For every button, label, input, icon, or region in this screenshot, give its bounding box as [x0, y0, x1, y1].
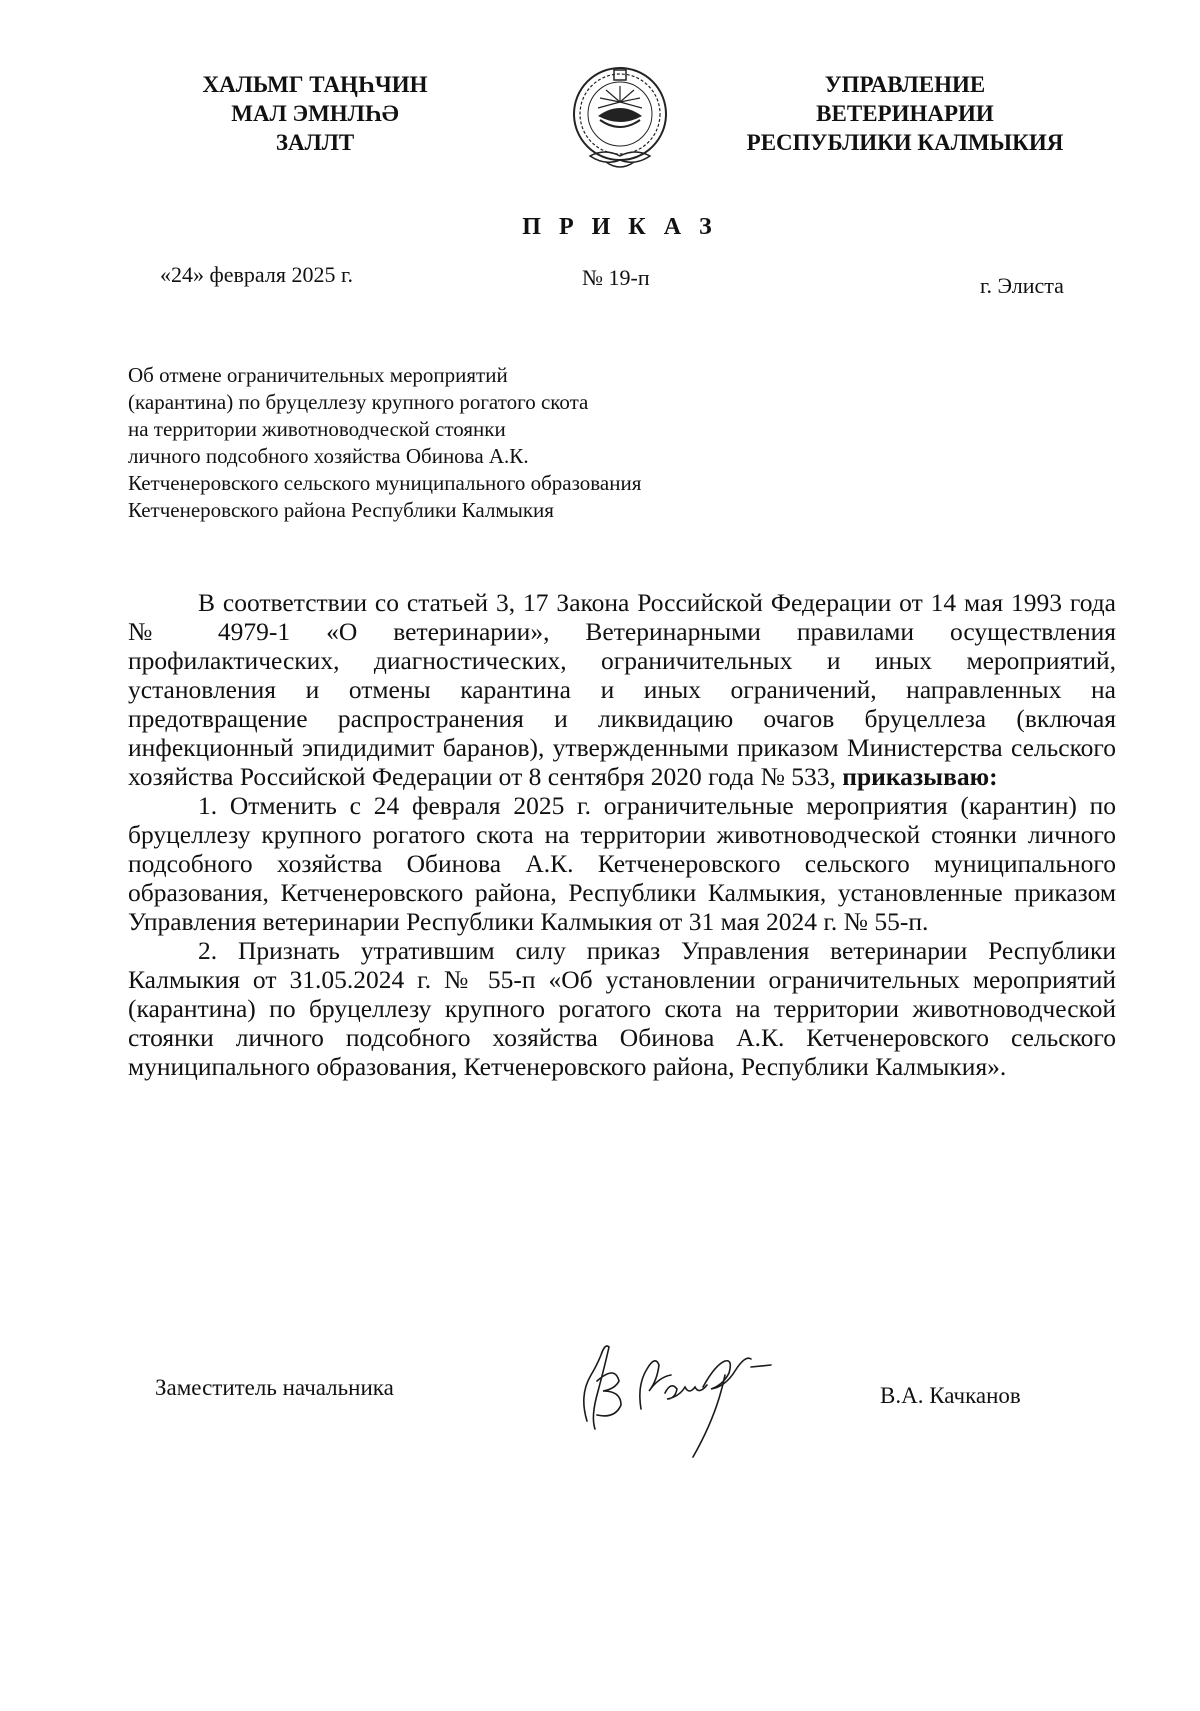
order-item-2: 2. Признать утратившим силу приказ Управления ветеринарии Республики Калмыкия от 31.05.2024 г. № 55-п «Об установлении ограничительных мероприятий (карантина) по бруцеллезу крупного рогатого скота на территории животноводческой стоянки личного подсобного хозяйства Обинова А.К. Кетченеровского сельского муниципального образования, Кетченеровского района, Республики Калмыкия».: [128, 936, 1116, 1081]
document-body: [128, 588, 1116, 1081]
order-item-1: 1. Отменить с 24 февраля 2025 г. ограничительные мероприятия (карантин) по бруцеллезу крупного рогатого скота на территории животноводческой стоянки личного подсобного хозяйства Обинова А.К. Кетченеровского сельского муниципального образования, Кетченеровского района, Республики Калмыкия, установленные приказом Управления ветеринарии Республики Калмыкия от 31 мая 2024 г. № 55-п.: [128, 791, 1116, 936]
order-word: приказываю:: [842, 762, 998, 791]
signatory-role: Заместитель начальника: [155, 1375, 394, 1400]
subject-line: Кетченеровского сельского муниципального образования: [128, 471, 642, 495]
preamble-paragraph: [128, 588, 1116, 791]
document-date: «24» февраля 2025 г.: [160, 262, 354, 287]
coat-of-arms-kalmykia-icon: [570, 62, 670, 174]
header-left-line: ЗАЛЛТ: [275, 130, 355, 155]
header-left-kalmyk: [195, 70, 435, 157]
header-right-line: РЕСПУБЛИКИ КАЛМЫКИЯ: [746, 130, 1064, 155]
signatory-name: В.А. Качканов: [880, 1383, 1021, 1408]
subject-line: Об отмене ограничительных мероприятий: [128, 363, 508, 387]
header-right-line: ВЕТЕРИНАРИИ: [816, 101, 994, 126]
handwritten-signature-icon: [575, 1325, 795, 1465]
document-number: № 19-п: [582, 265, 650, 290]
header-left-line: МАЛ ЭМНЛҺӘ: [231, 101, 399, 126]
header-left-line: ХАЛЬМГ ТАҢҺЧИН: [202, 72, 428, 97]
document-subject: [128, 362, 828, 524]
header-right-line: УПРАВЛЕНИЕ: [824, 72, 986, 97]
document-title: П Р И К А З: [522, 214, 718, 240]
header-right-russian: [740, 70, 1070, 157]
subject-line: на территории животноводческой стоянки: [128, 417, 506, 441]
document-city: г. Элиста: [980, 273, 1064, 298]
preamble-text: В соответствии со статьей 3, 17 Закона Российской Федерации от 14 мая 1993 года № 4979-1 «О ветеринарии», Ветеринарными правилами осуществления профилактических, диагностических, ограничительных и иных мероприятий, установления и отмены карантина и иных ограничений, направленных на предотвращение распространения и ликвидацию очагов бруцеллеза (включая инфекционный эпидидимит баранов), утвержденными приказом Министерства сельского хозяйства Российской Федерации от 8 сентября 2020 года № 533,: [128, 588, 1116, 791]
subject-line: Кетченеровского района Республики Калмыкия: [128, 498, 554, 522]
subject-line: (карантина) по бруцеллезу крупного рогатого скота: [128, 390, 589, 414]
subject-line: личного подсобного хозяйства Обинова А.К.: [128, 444, 529, 468]
